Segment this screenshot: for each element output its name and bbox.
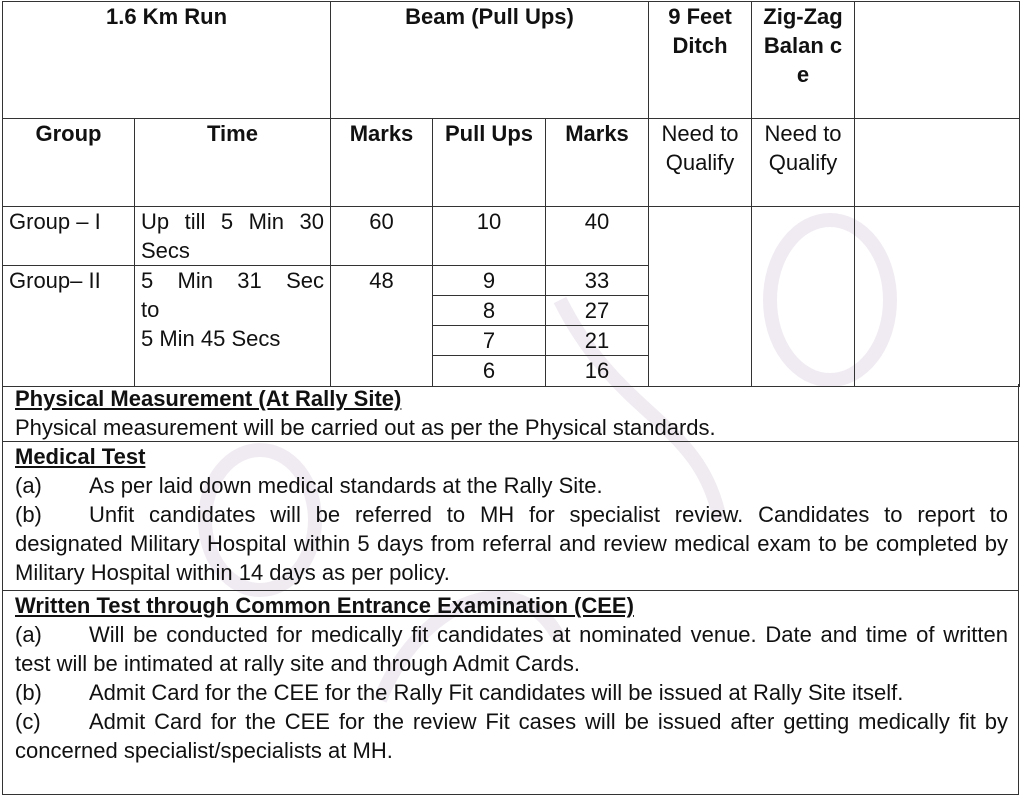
- group1-beam-marks: 40: [546, 207, 649, 266]
- header-time: Time: [135, 119, 331, 207]
- blank-empty-cell: [855, 207, 1020, 387]
- medical-test-section: [2, 442, 1019, 591]
- group2-beam-marks-3: 21: [546, 326, 649, 356]
- header-blank-sub: [855, 119, 1020, 207]
- group2-pull-ups-4: 6: [433, 356, 546, 387]
- header-row-sub: [3, 119, 1020, 207]
- physical-fitness-table: [2, 1, 1020, 387]
- written-item-c: [15, 707, 1008, 765]
- header-run: 1.6 Km Run: [3, 2, 331, 119]
- header-group: Group: [3, 119, 135, 207]
- item-text: Admit Card for the CEE for the review Fit cases will be issued after getting medically fit by concerned specialist/specialists at MH.: [15, 709, 1008, 763]
- group2-time-l1-c: 31: [237, 268, 262, 293]
- written-test-section: [2, 591, 1019, 795]
- header-row-top: [3, 2, 1020, 119]
- ditch-empty-cell: [649, 207, 752, 387]
- item-label: (c): [15, 709, 41, 734]
- group2-time-l1-a: 5: [141, 268, 154, 293]
- header-marks: Marks: [331, 119, 433, 207]
- item-label: (b): [15, 502, 42, 527]
- group2-pull-ups-3: 7: [433, 326, 546, 356]
- group2-time: [135, 266, 331, 387]
- physical-text: Physical measurement will be carried out as per the Physical standards.: [15, 415, 716, 440]
- group2-time-l1-b: Min: [177, 268, 213, 293]
- group2-label: Group– II: [3, 266, 135, 387]
- group2-pull-ups-2: 8: [433, 296, 546, 326]
- medical-heading: Medical Test: [15, 444, 146, 469]
- header-blank: [855, 2, 1020, 119]
- item-text: Will be conducted for medically fit candidates at nominated venue. Date and time of written test will be intimated at rally site and through Admit Cards.: [15, 622, 1008, 676]
- zigzag-empty-cell: [752, 207, 855, 387]
- group2-time-line1: [141, 266, 324, 295]
- written-item-a: [15, 620, 1008, 678]
- group2-beam-marks-1: 33: [546, 266, 649, 296]
- group2-time-line3: 5 Min 45 Secs: [141, 326, 281, 351]
- header-pull-ups: Pull Ups: [433, 119, 546, 207]
- header-beam: Beam (Pull Ups): [331, 2, 649, 119]
- item-label: (a): [15, 473, 42, 498]
- medical-item-b: [15, 500, 1008, 587]
- group1-marks: 60: [331, 207, 433, 266]
- header-zigzag: Zig-Zag Balan ce: [752, 2, 855, 119]
- item-label: (a): [15, 622, 42, 647]
- header-ditch-qualify: Need to Qualify: [649, 119, 752, 207]
- item-text: Admit Card for the CEE for the Rally Fit candidates will be issued at Rally Site itself.: [89, 680, 904, 705]
- header-ditch: 9 Feet Ditch: [649, 2, 752, 119]
- table-row-group1: [3, 207, 1020, 266]
- header-beam-marks: Marks: [546, 119, 649, 207]
- group1-time: Up till 5 Min 30 Secs: [135, 207, 331, 266]
- medical-item-a: [15, 471, 1008, 500]
- header-zigzag-qualify: Need to Qualify: [752, 119, 855, 207]
- group2-marks: 48: [331, 266, 433, 387]
- group2-time-line2: to: [141, 297, 160, 322]
- physical-heading: Physical Measurement (At Rally Site): [15, 386, 402, 411]
- group2-beam-marks-2: 27: [546, 296, 649, 326]
- physical-measurement-section: [2, 384, 1019, 442]
- item-text: Unfit candidates will be referred to MH for specialist review. Candidates to report to designated Military Hospital within 5 days from referral and review medical exam to be completed by Military Hospital within 14 days as per policy.: [15, 502, 1008, 585]
- item-label: (b): [15, 680, 42, 705]
- written-heading: Written Test through Common Entrance Examination (CEE): [15, 593, 634, 618]
- group2-pull-ups-1: 9: [433, 266, 546, 296]
- written-item-b: [15, 678, 1008, 707]
- group1-pull-ups: 10: [433, 207, 546, 266]
- item-text: As per laid down medical standards at the Rally Site.: [89, 473, 603, 498]
- group2-time-l1-d: Sec: [286, 268, 324, 293]
- group1-label: Group – I: [3, 207, 135, 266]
- group2-beam-marks-4: 16: [546, 356, 649, 387]
